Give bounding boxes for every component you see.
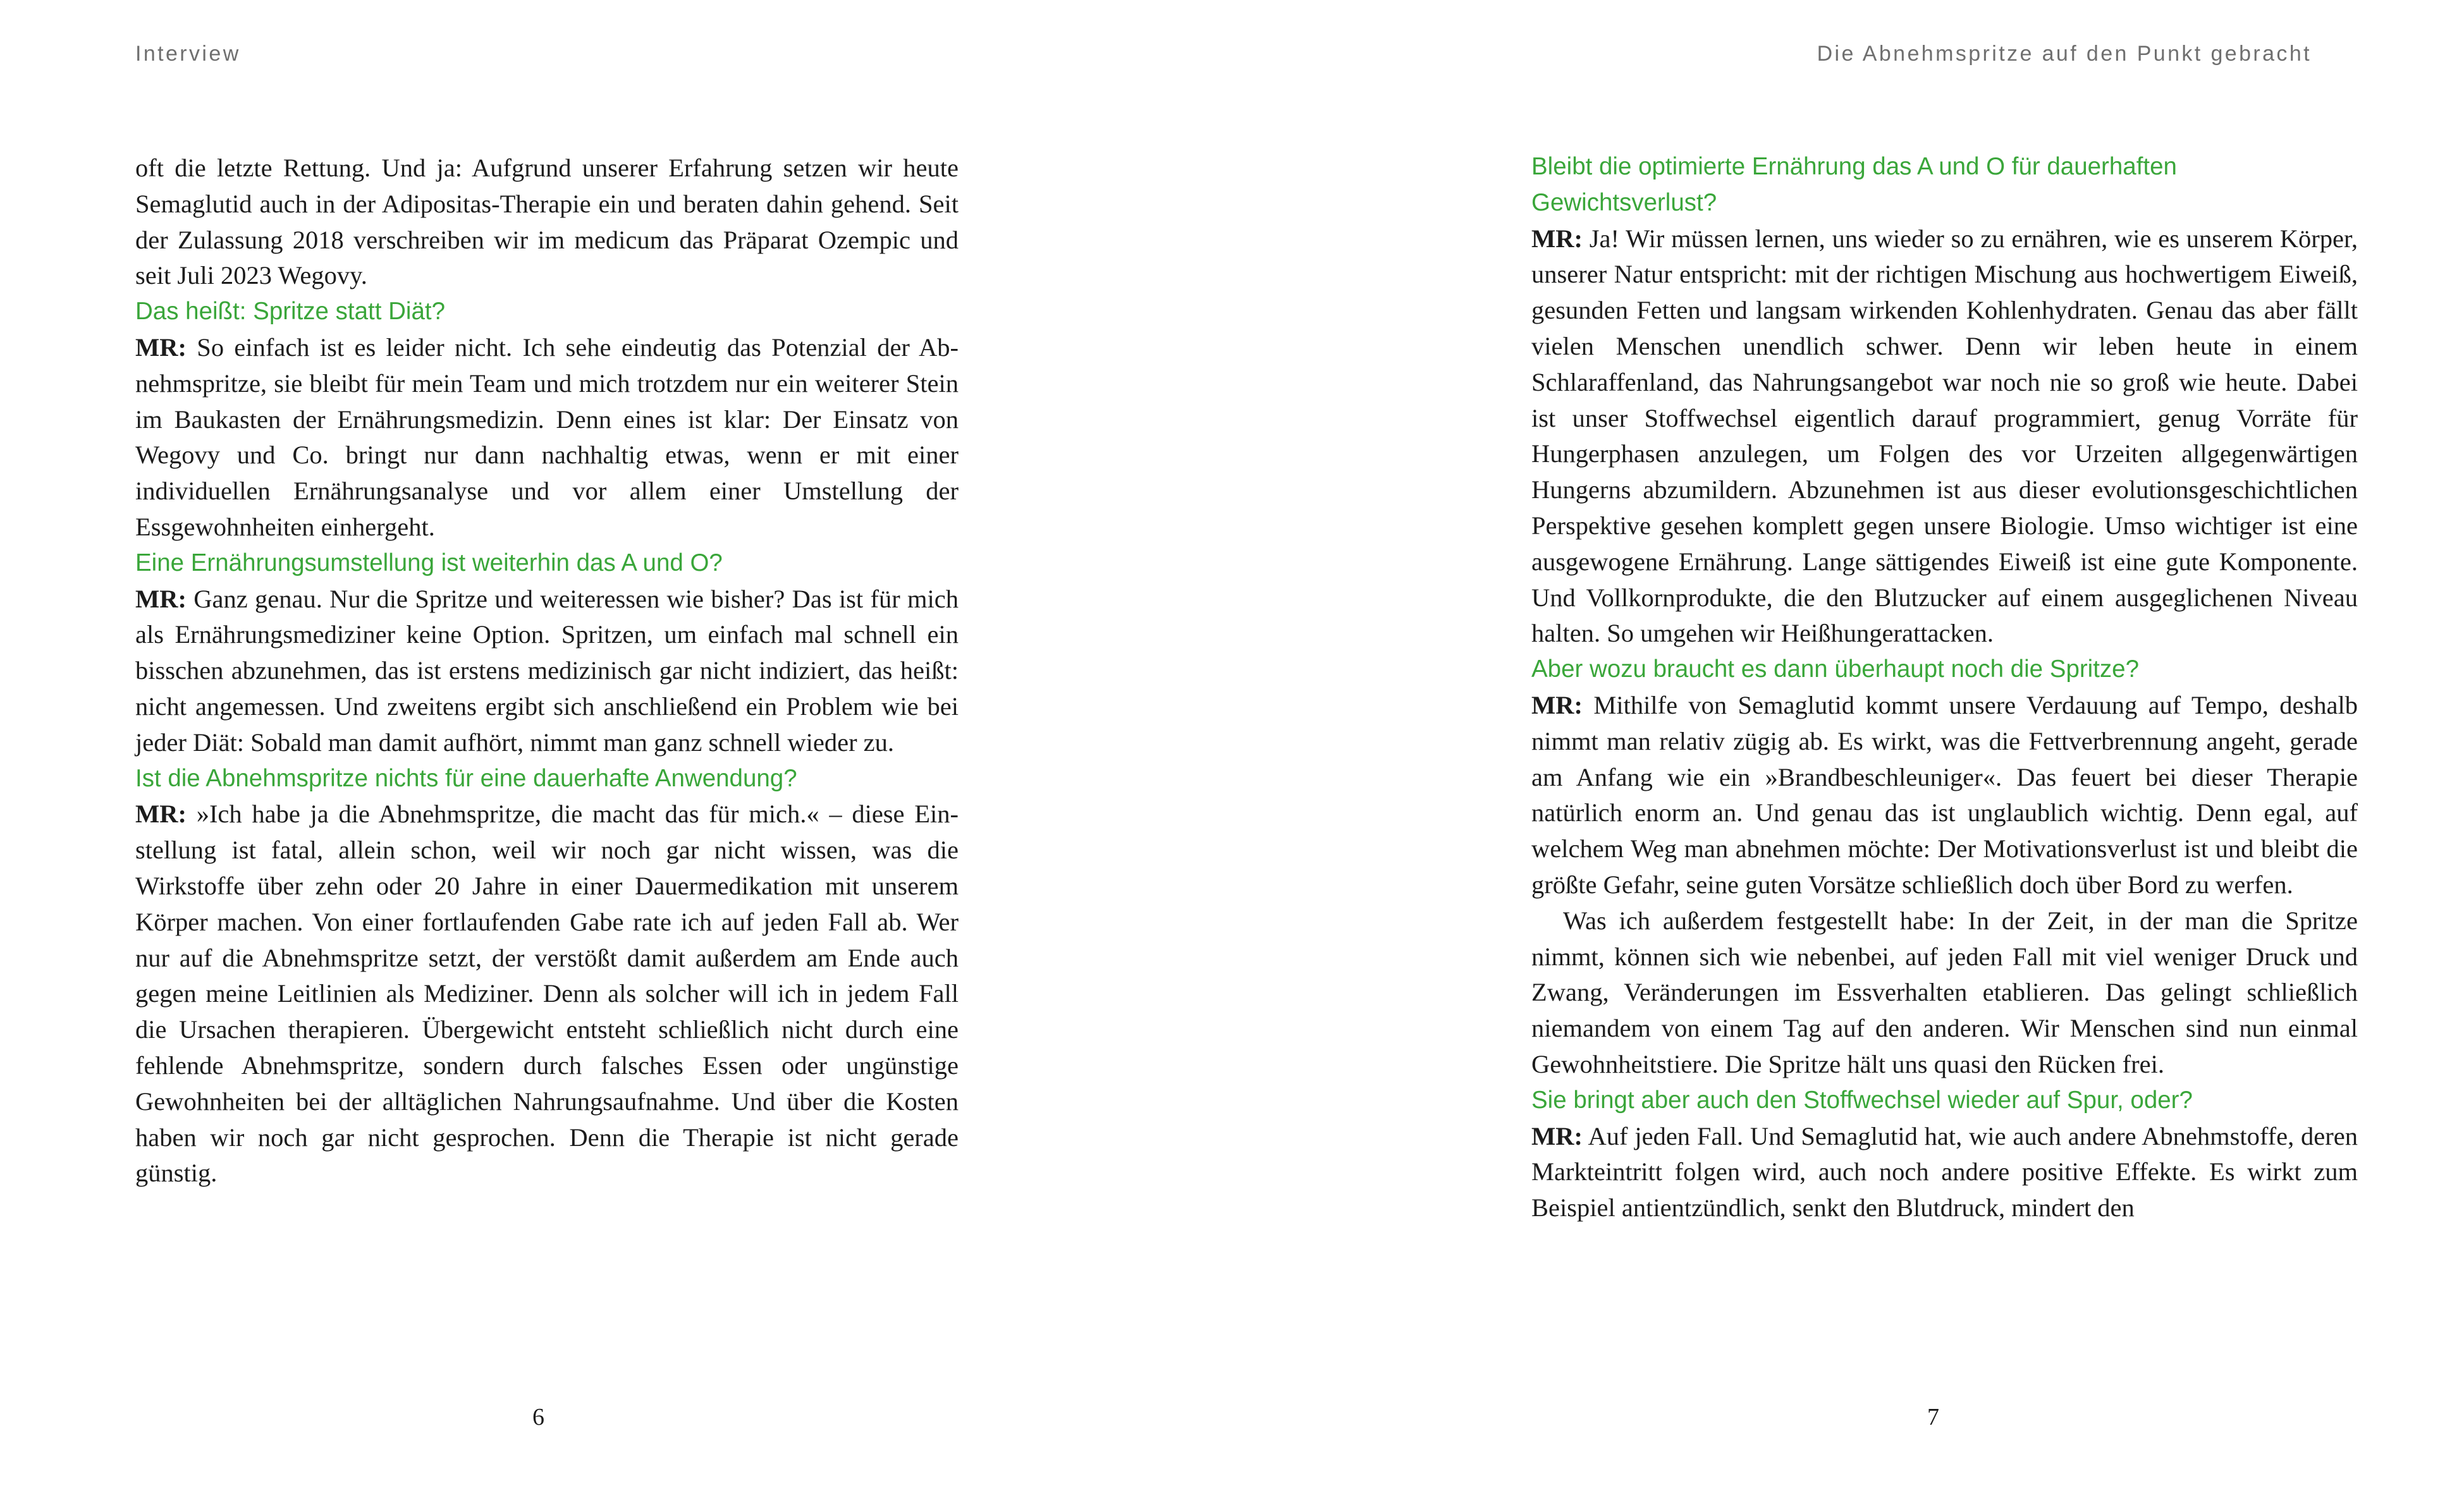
running-head-left: Interview <box>135 42 241 66</box>
running-head-right: Die Abnehmspritze auf den Punkt gebracht <box>1817 42 2312 66</box>
right-column <box>1531 149 2358 1226</box>
interview-question: Ist die Abnehmspritze nichts für eine dauerhafte Anwendung? <box>135 764 797 792</box>
interview-question: Aber wozu braucht es dann überhaupt noch die Spritze? <box>1531 655 2139 683</box>
answer-text: Ja! Wir müssen lernen, uns wieder so zu ernähren, wie es unserem Körper, unserer Natur entspricht: mit der richtigen Mischung aus hochwertigem Eiweiß, gesunden Fetten und langsam wirkenden Kohlenhydraten. Genau das aber fällt vielen Menschen unendlich schwer. Denn wir leben heute in einem Schlaraffenland, das Nahrungsangebot war noch nie so groß wie heute. Dabei ist unser Stoffwechsel eigentlich darauf programmiert, genug Vorräte für Hungerphasen anzulegen, um Folgen des vor Urzeiten allgegenwärtigen Hungerns abzumildern. Abzunehmen ist aus dieser evolutionsgeschichtlichen Perspektive gesehen komplett gegen unsere Biologie. Umso wichtiger ist eine ausgewogene Ernährung. Lange sättigendes Eiweiß ist eine gute Komponente. Und Vollkornprodukte, die den Blutzucker auf einem ausgeglichenen Niveau halten. So umgehen wir Heißhungerattacken. <box>1531 224 2358 648</box>
answer-paragraph <box>1531 221 2358 652</box>
speaker-label: MR: <box>1531 690 1583 719</box>
answer-text: »Ich habe ja die Abnehmspritze, die macht das für mich.« – diese Einstellung ist fatal, allein schon, weil wir noch gar nicht wissen, was die Wirkstoffe über zehn oder 20 Jahre in einer Dauermedikation mit unserem Körper machen. Von einer fortlaufenden Gabe rate ich auf jeden Fall ab. Wer nur auf die Abnehmspritze setzt, der verstößt damit außerdem am Ende auch gegen meine Leitlinien als Mediziner. Denn als solcher will ich in jedem Fall die Ursachen therapieren. Übergewicht entsteht schließlich nicht durch eine fehlende Abnehmspritze, sondern durch falsches Essen oder ungünstige Gewohnheiten bei der alltäglichen Nahrungsaufnahme. Und über die Kosten haben wir noch gar nicht gesprochen. Denn die Therapie ist nicht gerade günstig. <box>135 800 959 1188</box>
page-number-left: 6 <box>532 1404 544 1430</box>
answer-text: Ganz genau. Nur die Spritze und weiteressen wie bisher? Das ist für mich als Ernährungsmediziner keine Option. Spritzen, um einfach mal schnell ein bisschen abzunehmen, das ist erstens medizinisch gar nicht indiziert, das heißt: nicht angemessen. Und zweitens ergibt sich anschließend ein Problem wie bei jeder Diät: Sobald man damit aufhört, nimmt man ganz schnell wieder zu. <box>135 584 959 757</box>
answer-paragraph <box>135 330 959 545</box>
left-column <box>135 150 959 1191</box>
interview-question: Eine Ernährungsumstellung ist weiterhin das A und O? <box>135 549 723 576</box>
interview-question: Sie bringt aber auch den Stoffwechsel wieder auf Spur, oder? <box>1531 1086 2193 1114</box>
page-number-right: 7 <box>1927 1404 1939 1430</box>
answer-paragraph <box>135 796 959 1191</box>
speaker-label: MR: <box>1531 1121 1583 1150</box>
speaker-label: MR: <box>135 332 187 362</box>
interview-question: Bleibt die optimierte Ernährung das A und O für dauerhaften Gewichtsverlust? <box>1531 153 2177 216</box>
answer-paragraph <box>135 582 959 761</box>
speaker-label: MR: <box>135 584 187 613</box>
interview-question: Das heißt: Spritze statt Diät? <box>135 298 445 326</box>
answer-text: Mithilfe von Semaglutid kommt unsere Verdauung auf Tempo, deshalb nimmt man relativ zügig ab. Es wirkt, was die Fettverbrennung angeht, gerade am Anfang wie ein »Brandbeschleuniger«. Das feuert bei dieser Therapie natürlich enorm an. Und genau das ist unglaublich wichtig. Denn egal, auf welchem Weg man abnehmen möchte: Der Motivationsverlust ist und bleibt die größte Gefahr, seine guten Vorsätze schließlich doch über Bord zu werfen. <box>1531 690 2358 899</box>
speaker-label: MR: <box>1531 224 1583 253</box>
answer-text: Was ich außerdem festgestellt habe: In der Zeit, in der man die Spritze nimmt, können sich wie nebenbei, auf jeden Fall mit viel weniger Druck und Zwang, Veränderungen im Essverhalten etablieren. Das gelingt schließlich niemandem von einem Tag auf den anderen. Wir Menschen sind nun einmal Gewohnheitstiere. Die Spritze hält uns quasi den Rücken frei. <box>1531 906 2358 1078</box>
paragraph-text: oft die letzte Rettung. Und ja: Aufgrund unserer Erfahrung setzen wir heute Semaglutid auch in der Adipositas-Therapie ein und beraten dahin gehend. Seit der Zulassung 2018 verschreiben wir im medicum das Präparat Ozempic und seit Juli 2023 Wegovy. <box>135 154 959 290</box>
answer-paragraph <box>1531 1119 2358 1226</box>
speaker-label: MR: <box>135 800 187 829</box>
paragraph <box>135 150 959 294</box>
answer-text: Auf jeden Fall. Und Semaglutid hat, wie auch andere Abnehmstoffe, deren Markteintritt folgen wird, auch noch andere positive Effekte. Es wirkt zum Beispiel antientzündlich, senkt den Blutdruck, mindert den <box>1531 1121 2358 1222</box>
answer-paragraph <box>1531 688 2358 903</box>
answer-continuation-paragraph <box>1531 903 2358 1083</box>
right-page <box>1232 0 2464 1493</box>
answer-text: So einfach ist es leider nicht. Ich sehe eindeutig das Potenzial der Abnehmspritze, sie bleibt für mein Team und mich trotzdem nur ein weiterer Stein im Baukasten der Ernährungsmedizin. Denn eines ist klar: Der Einsatz von Wegovy und Co. bringt nur dann nachhaltig etwas, wenn er mit einer individuellen Ernährungsanalyse und vor allem einer Umstellung der Essgewohnheiten einhergeht. <box>135 332 959 541</box>
